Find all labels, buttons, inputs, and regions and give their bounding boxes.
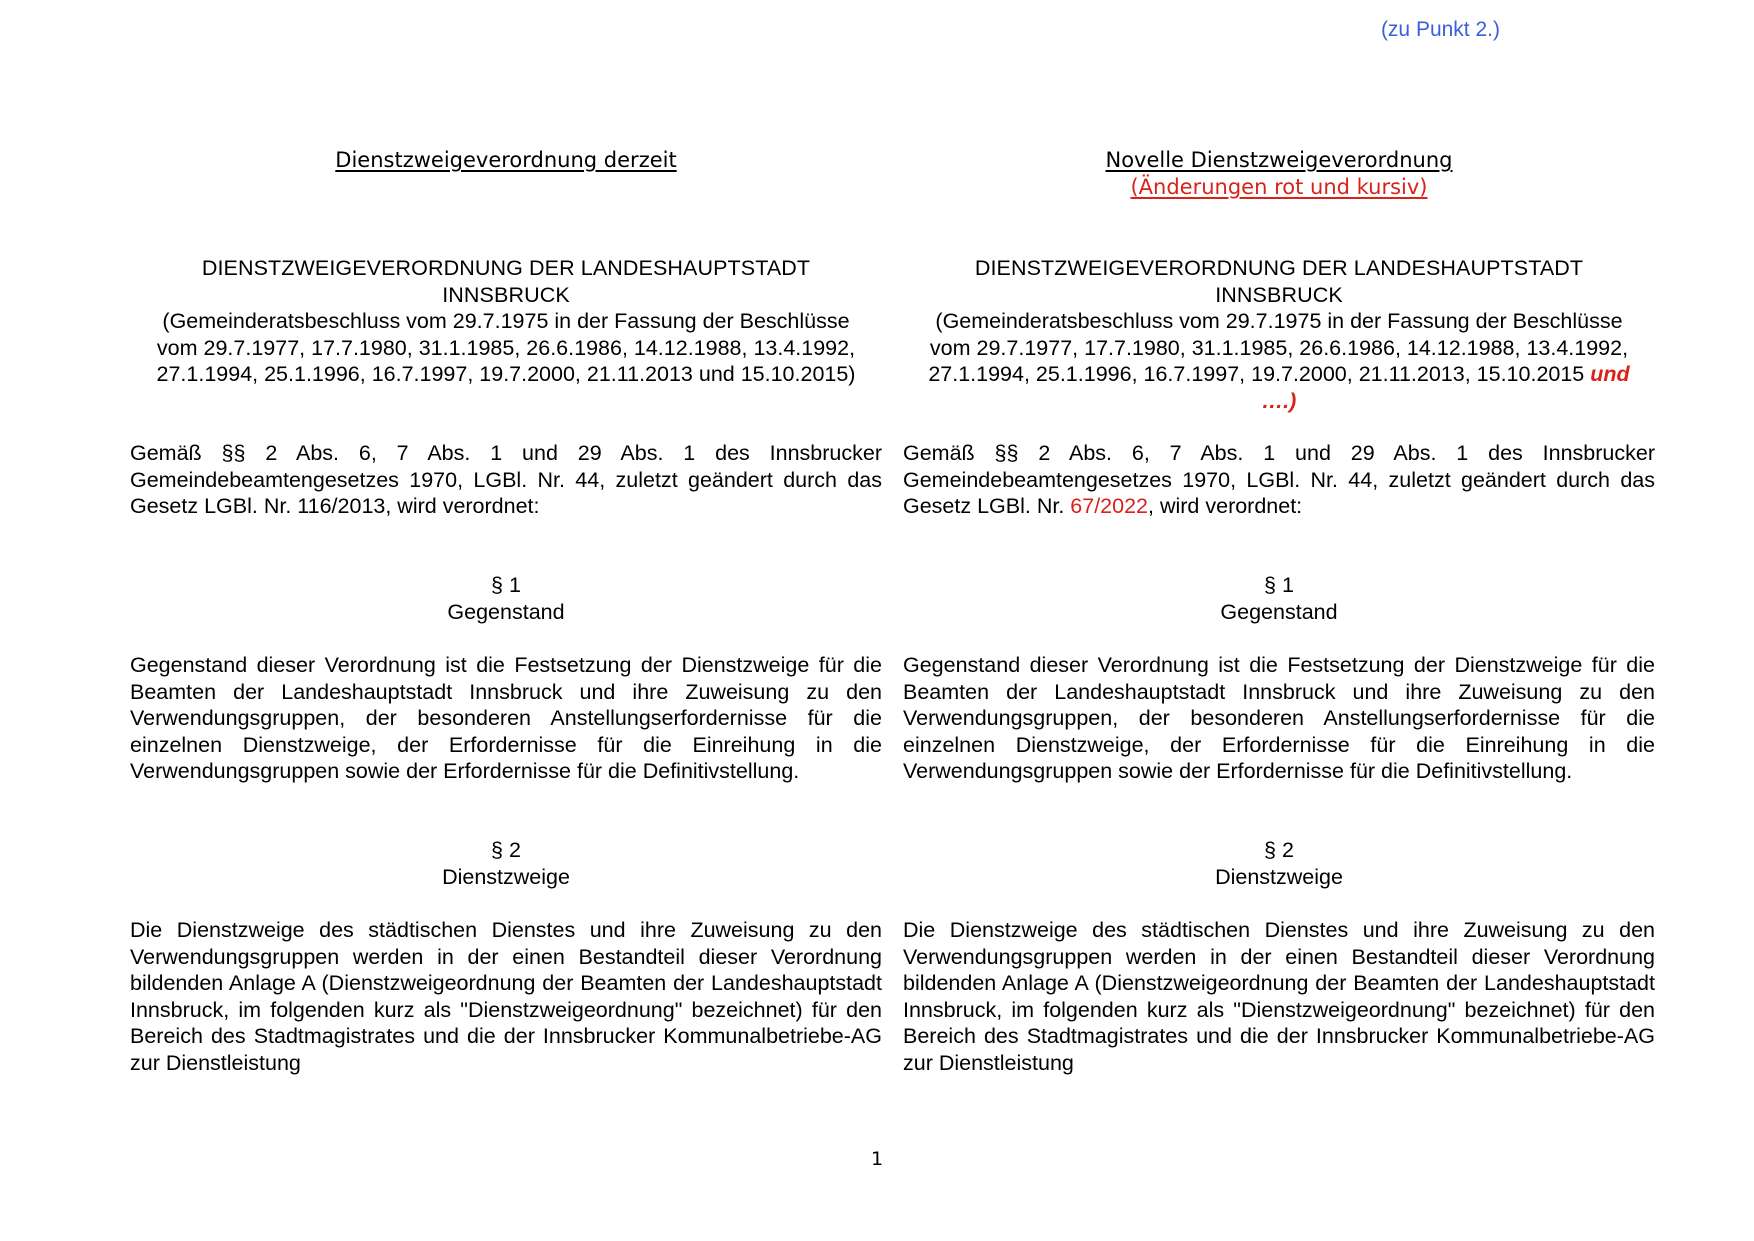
section-title: Dienstzweige — [1215, 864, 1343, 889]
section-number: § 2 — [1264, 838, 1294, 862]
section-number: § 1 — [1264, 573, 1294, 597]
section-1-text: Gegenstand dieser Verordnung ist die Festsetzung der Dienstzweige für die Beamten der Landeshauptstadt Innsbruck und ihre Zuweisung zu den Verwendungsgruppen, der besonderen Anstellungserfordernisse für die einzelnen Dienstzweige, der Erfordernisse für die Einreihung in die Verwendungsgruppen sowie der Erfordernisse für die Definitivstellung. — [903, 653, 1655, 783]
document-title-line-2: INNSBRUCK — [1215, 282, 1343, 307]
amended-version-column — [903, 0, 1655, 1241]
page-number: 1 — [870, 1148, 884, 1170]
section-2-text: Die Dienstzweige des städtischen Dienstes und ihre Zuweisung zu den Verwendungsgruppen werden in der einen Bestandteil dieser Verordnung bildenden Anlage A (Dienstzweigeordnung der Beamten der Landeshauptstadt Innsbruck, im folgenden kurz als "Dienstzweigeordnung" bezeichnet) für den Bereich des Stadtmagistrates und die der Innsbrucker Kommunalbetriebe-AG zur Dienstleistung — [130, 918, 882, 1075]
column-heading-text: Novelle Dienstzweigeverordnung — [1105, 148, 1453, 172]
document-title-line-1: DIENSTZWEIGEVERORDNUNG DER LANDESHAUPTSTADT — [974, 256, 1584, 280]
amendment-history-added: und ….) — [1261, 362, 1630, 413]
section-number: § 2 — [491, 838, 521, 862]
document-title-block — [130, 255, 882, 388]
amendment-history: (Gemeinderatsbeschluss vom 29.7.1975 in der Fassung der Beschlüsse vom 29.7.1977, 17.7.1980, 31.1.1985, 26.6.1986, 14.12.1988, 13.4.1992, 27.1.1994, 25.1.1996, 16.7.1997, 19.7.2000, 21.11.2013 und 15.10.2015) — [156, 309, 856, 386]
section-2-heading — [903, 837, 1655, 890]
preamble-paragraph — [903, 440, 1655, 520]
changed-reference: 67/2022 — [1070, 494, 1149, 518]
preamble-paragraph: Gemäß §§ 2 Abs. 6, 7 Abs. 1 und 29 Abs. 1 des Innsbrucker Gemeindebeamtengesetzes 1970, LGBl. Nr. 44, zuletzt geändert durch das Gesetz LGBl. Nr. 116/2013, wird verordnet: — [130, 441, 882, 518]
column-heading — [130, 147, 882, 174]
section-2-text: Die Dienstzweige des städtischen Dienstes und ihre Zuweisung zu den Verwendungsgruppen werden in der einen Bestandteil dieser Verordnung bildenden Anlage A (Dienstzweigeordnung der Beamten der Landeshauptstadt Innsbruck, im folgenden kurz als "Dienstzweigeordnung" bezeichnet) für den Bereich des Stadtmagistrates und die der Innsbrucker Kommunalbetriebe-AG zur Dienstleistung — [903, 918, 1655, 1075]
section-1-text: Gegenstand dieser Verordnung ist die Festsetzung der Dienstzweige für die Beamten der Landeshauptstadt Innsbruck und ihre Zuweisung zu den Verwendungsgruppen, der besonderen Anstellungserfordernisse für die einzelnen Dienstzweige, der Erfordernisse für die Einreihung in die Verwendungsgruppen sowie der Erfordernisse für die Definitivstellung. — [130, 653, 882, 783]
change-legend: (Änderungen rot und kursiv) — [1130, 175, 1428, 199]
preamble-text-end: , wird verordnet: — [1148, 494, 1303, 518]
document-title-line-2: INNSBRUCK — [442, 282, 570, 307]
preamble-text: Gemäß §§ 2 Abs. 6, 7 Abs. 1 und 29 Abs. 1 des Innsbrucker Gemeindebeamtengesetzes 1970, LGBl. Nr. 44, zuletzt geändert durch das Gesetz LGBl. Nr. — [903, 441, 1655, 518]
section-title: Dienstzweige — [442, 864, 570, 889]
amendment-history — [903, 308, 1655, 414]
section-2-heading — [130, 837, 882, 890]
amendment-history-text: (Gemeinderatsbeschluss vom 29.7.1975 in der Fassung der Beschlüsse vom 29.7.1977, 17.7.1980, 31.1.1985, 26.6.1986, 14.12.1988, 13.4.1992, 27.1.1994, 25.1.1996, 16.7.1997, 19.7.2000, 21.11.2013, 15.10.2015 — [928, 309, 1629, 386]
section-1-heading — [130, 572, 882, 625]
column-heading — [903, 147, 1655, 201]
current-version-column — [130, 0, 882, 1241]
column-heading-text: Dienstzweigeverordnung derzeit — [335, 148, 677, 172]
section-number: § 1 — [491, 573, 521, 597]
document-title-block — [903, 255, 1655, 414]
note-label: (zu Punkt 2.) — [1380, 18, 1500, 41]
section-1-heading — [903, 572, 1655, 625]
document-title-line-1: DIENSTZWEIGEVERORDNUNG DER LANDESHAUPTSTADT — [201, 256, 811, 280]
section-title: Gegenstand — [447, 599, 565, 624]
section-title: Gegenstand — [1220, 599, 1338, 624]
